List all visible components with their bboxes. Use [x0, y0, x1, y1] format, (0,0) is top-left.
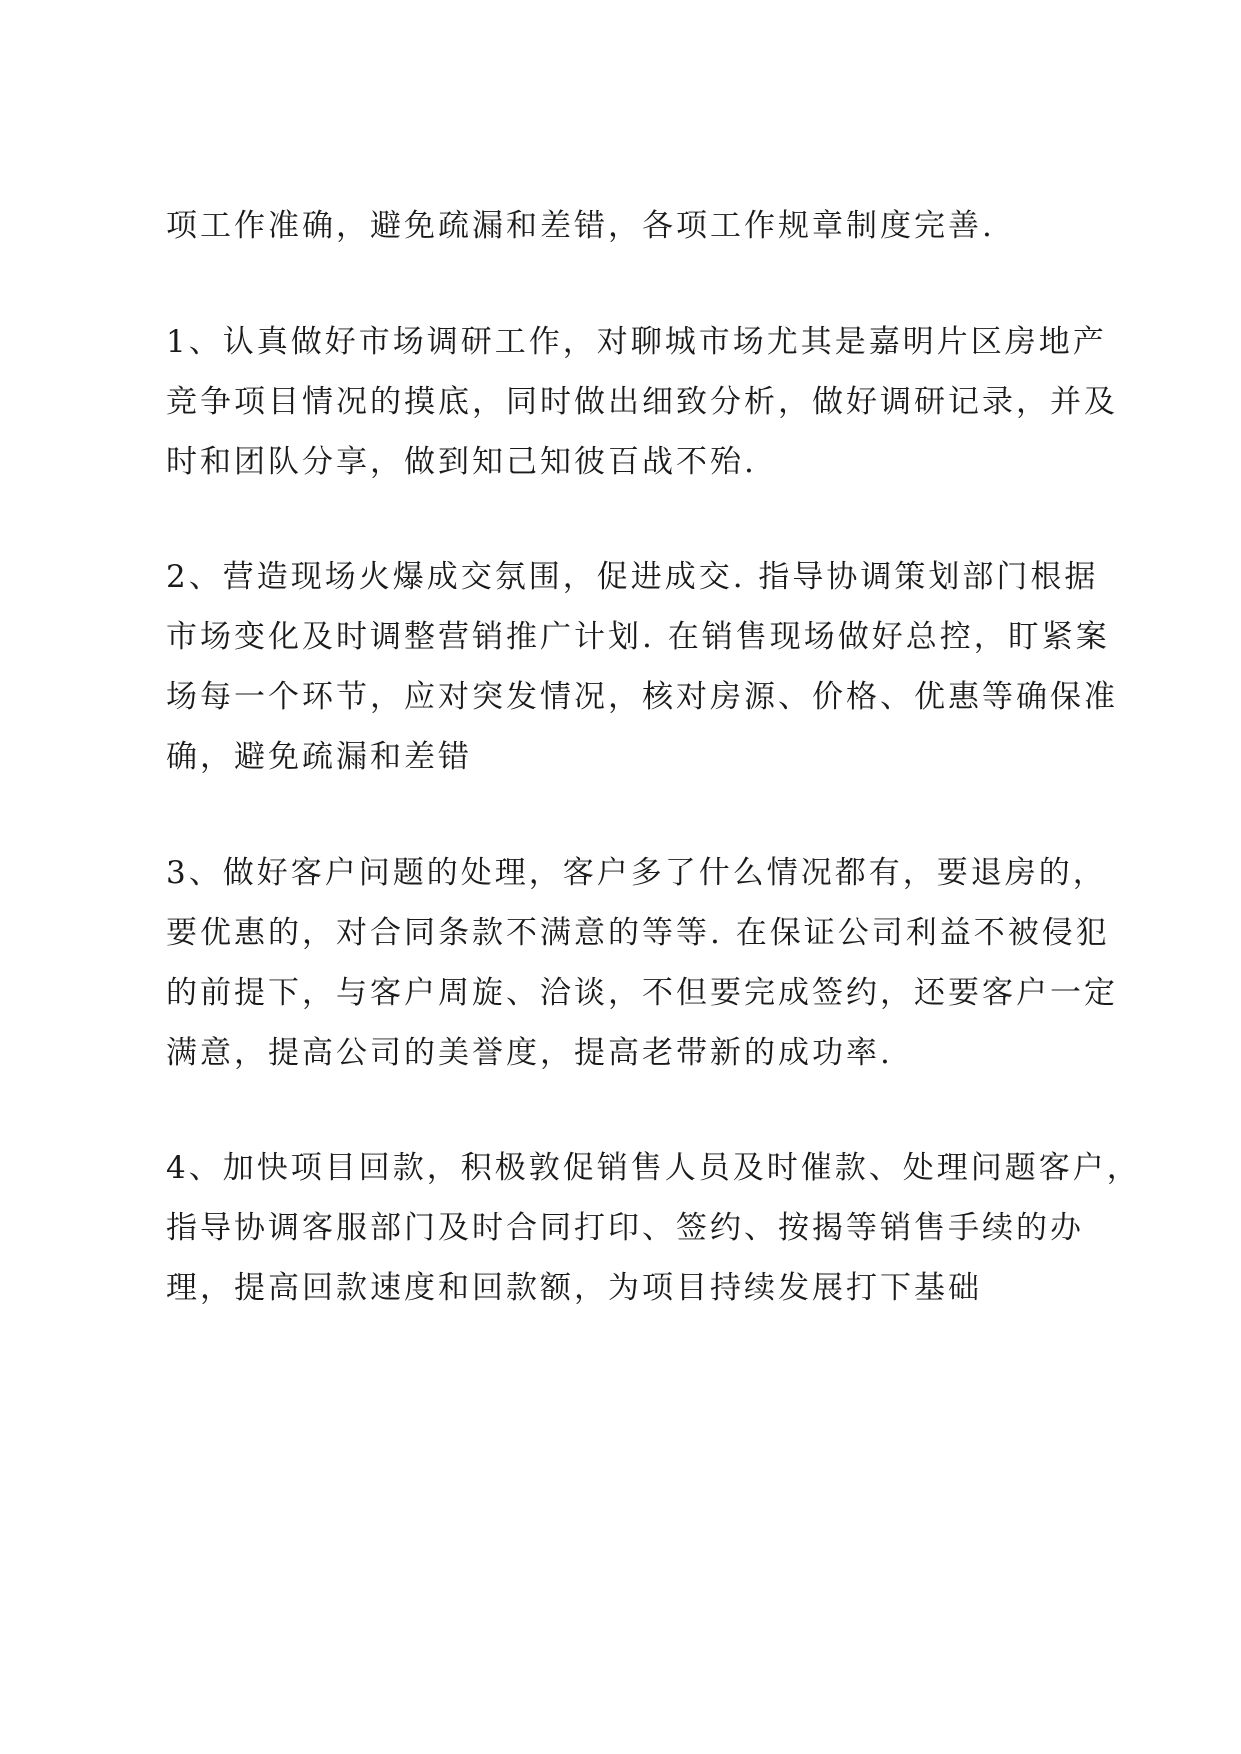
paragraph-line: 确，避免疏漏和差错: [166, 739, 472, 775]
paragraph-item-1: [166, 312, 1118, 492]
paragraph-line: 理，提高回款速度和回款额，为项目持续发展打下基础: [166, 1270, 982, 1306]
paragraph-line: 要优惠的，对合同条款不满意的等等. 在保证公司利益不被侵犯: [166, 915, 1110, 951]
paragraph-line: 竞争项目情况的摸底，同时做出细致分析，做好调研记录，并及: [166, 384, 1118, 420]
paragraph-line: 2、营造现场火爆成交氛围，促进成交. 指导协调策划部门根据: [166, 559, 1099, 595]
paragraph-line: 项工作准确，避免疏漏和差错，各项工作规章制度完善.: [166, 208, 995, 244]
paragraph-line: 3、做好客户问题的处理，客户多了什么情况都有，要退房的，: [166, 855, 1107, 891]
paragraph-item-2: [166, 547, 1118, 787]
paragraph-line: 4、加快项目回款，积极敦促销售人员及时催款、处理问题客户，: [166, 1150, 1141, 1186]
paragraph-line: 的前提下，与客户周旋、洽谈，不但要完成签约，还要客户一定: [166, 975, 1118, 1011]
paragraph-line: 1、认真做好市场调研工作，对聊城市场尤其是嘉明片区房地产: [166, 324, 1107, 360]
paragraph-line: 场每一个环节，应对突发情况，核对房源、价格、优惠等确保准: [166, 679, 1118, 715]
paragraph-line: 满意，提高公司的美誉度，提高老带新的成功率.: [166, 1035, 893, 1071]
paragraph-continuation: [166, 196, 1096, 256]
paragraph-item-3: [166, 843, 1118, 1083]
paragraph-line: 市场变化及时调整营销推广计划. 在销售现场做好总控，盯紧案: [166, 619, 1110, 655]
paragraph-line: 指导协调客服部门及时合同打印、签约、按揭等销售手续的办: [166, 1210, 1084, 1246]
paragraph-item-4: [166, 1138, 1141, 1318]
paragraph-line: 时和团队分享，做到知己知彼百战不殆.: [166, 444, 757, 480]
